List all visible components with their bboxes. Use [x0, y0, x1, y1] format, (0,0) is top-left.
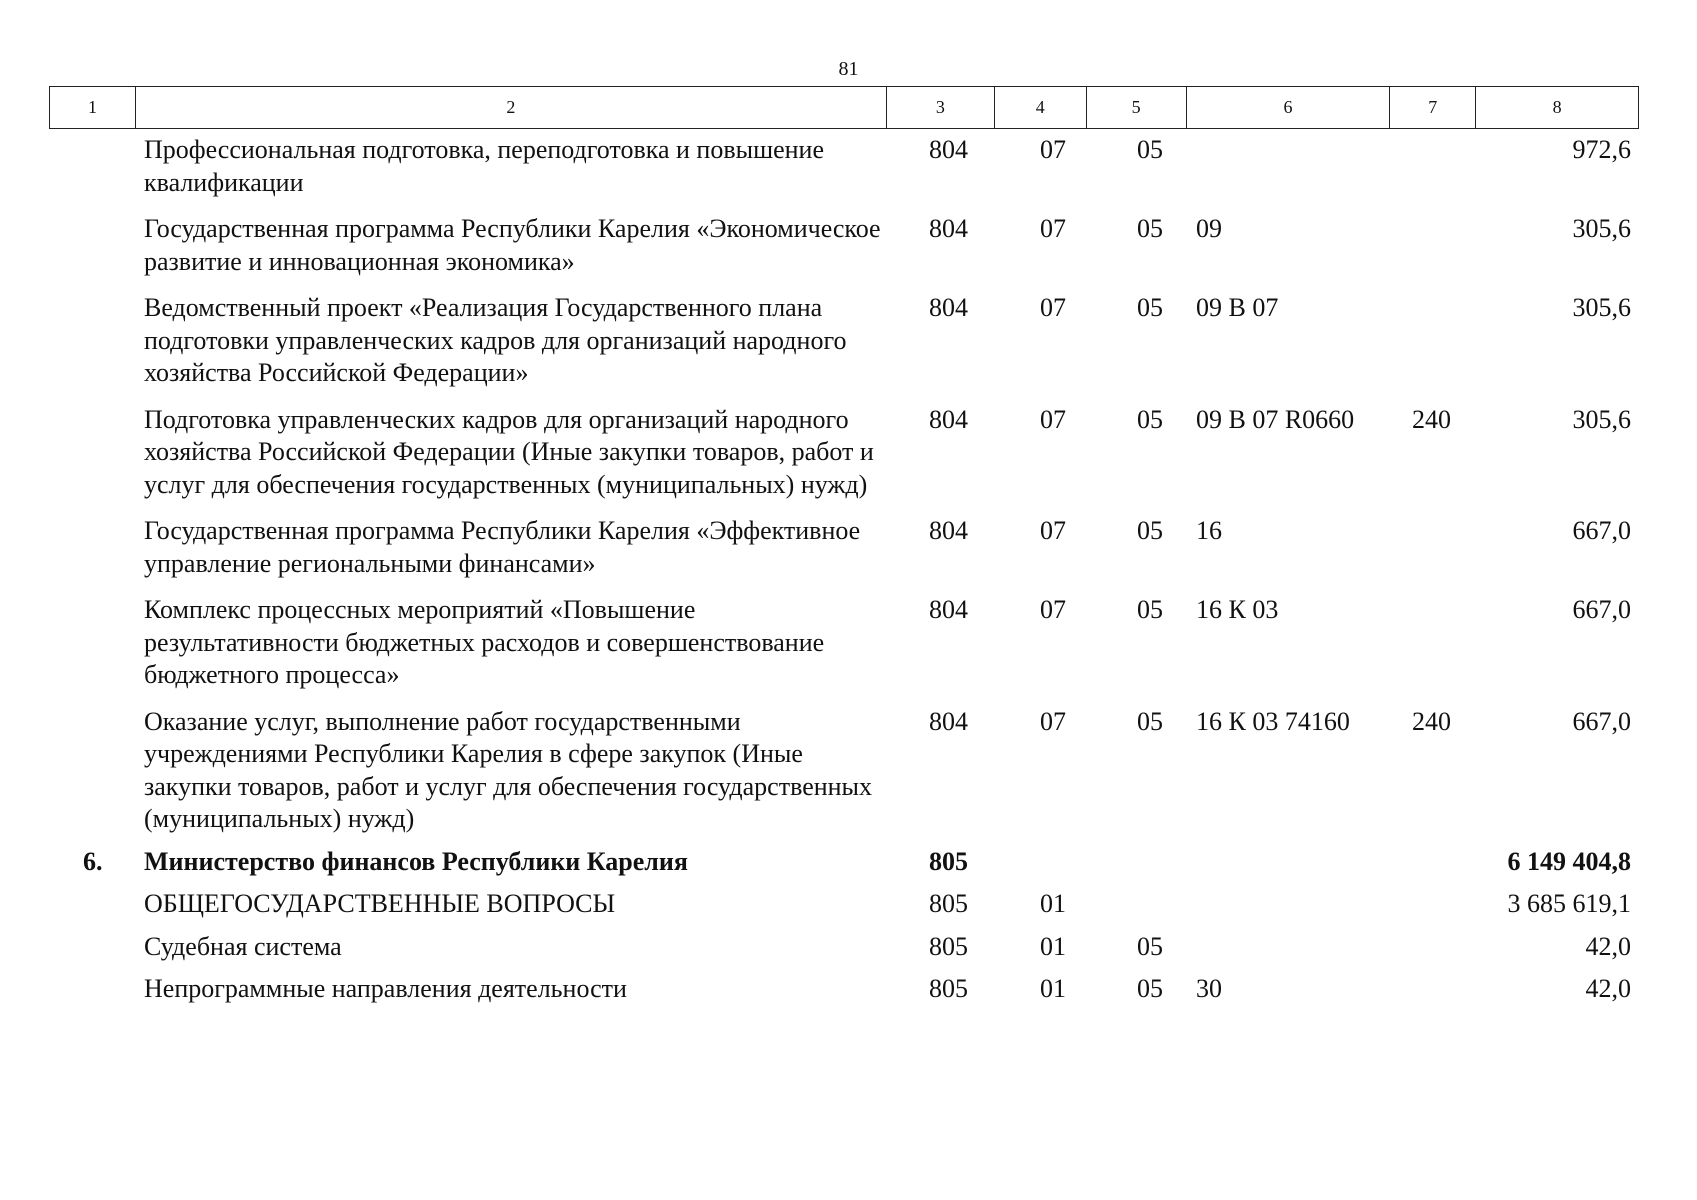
header-col-8: 8: [1552, 97, 1562, 117]
row-col-7: 240: [1412, 706, 1451, 736]
row-col-5: 05: [1137, 931, 1163, 961]
row-col-7: 240: [1412, 404, 1451, 434]
row-name: Комплекс процессных мероприятий «Повышение результативности бюджетных расходов и совершенствование бюджетного процесса»: [144, 595, 825, 689]
table-body: [49, 134, 1639, 1006]
row-col-3: 805: [929, 846, 968, 876]
header-col-3: 3: [887, 87, 995, 128]
row-col-5: 05: [1137, 135, 1163, 164]
table-row: [49, 292, 1639, 390]
row-name: Подготовка управленческих кадров для организаций народного хозяйства Российской Федерации (Иные закупки товаров, работ и услуг для обеспечения государственных (муниципальных) нужд): [144, 404, 874, 499]
row-col-3: 805: [929, 889, 968, 918]
row-col-3: 804: [929, 214, 968, 243]
row-col-4: 01: [1040, 974, 1066, 1003]
table-row: [49, 213, 1639, 278]
row-col-4: 07: [1040, 214, 1066, 243]
row-name: Государственная программа Республики Карелия «Эффективное управление региональными финансами»: [144, 516, 861, 578]
page-number: 81: [838, 58, 859, 80]
row-col-3: 804: [929, 516, 968, 545]
row-amount: 42,0: [1585, 931, 1631, 961]
row-col-6: 16 К 03: [1196, 595, 1279, 624]
row-amount: 667,0: [1572, 595, 1631, 624]
row-number: 6.: [83, 846, 103, 876]
row-name: Оказание услуг, выполнение работ государственными учреждениями Республики Карелия в сфере закупок (Иные закупки товаров, работ и услуг для обеспечения государственных (муниципальных) нужд): [144, 706, 873, 833]
row-col-4: 07: [1040, 404, 1066, 434]
header-col-4: 4: [995, 87, 1087, 128]
row-col-3: 804: [929, 706, 968, 736]
row-col-5: 05: [1137, 293, 1163, 322]
table-row: [49, 706, 1639, 836]
row-col-6: 09 В 07: [1196, 293, 1279, 322]
row-amount: 305,6: [1572, 404, 1631, 434]
row-col-3: 804: [929, 293, 968, 322]
row-col-4: 07: [1040, 135, 1066, 164]
row-col-6: 16 К 03 74160: [1196, 706, 1350, 736]
row-col-3: 804: [929, 404, 968, 434]
row-amount: 972,6: [1572, 135, 1631, 164]
row-col-4: 01: [1040, 889, 1066, 918]
row-amount: 6 149 404,8: [1507, 846, 1631, 876]
row-name: Непрограммные направления деятельности: [144, 974, 627, 1003]
header-col-5: 5: [1087, 87, 1187, 128]
row-col-4: 07: [1040, 595, 1066, 624]
header-col-1: 1: [50, 87, 136, 128]
table-row: [49, 404, 1639, 502]
row-col-5: 05: [1137, 404, 1163, 434]
row-col-6: 16: [1196, 516, 1222, 545]
header-col-2: 2: [136, 87, 887, 128]
row-col-4: 07: [1040, 516, 1066, 545]
table-row: [49, 931, 1639, 964]
row-name: Профессиональная подготовка, переподготовка и повышение квалификации: [144, 135, 825, 197]
row-col-4: 07: [1040, 706, 1066, 736]
row-col-5: 05: [1137, 706, 1163, 736]
table-row: [49, 134, 1639, 199]
header-col-7: 7: [1390, 87, 1476, 128]
row-amount: 3 685 619,1: [1507, 889, 1631, 918]
row-col-3: 805: [929, 974, 968, 1003]
row-col-6: 09: [1196, 214, 1222, 243]
row-name: ОБЩЕГОСУДАРСТВЕННЫЕ ВОПРОСЫ: [144, 889, 616, 918]
row-col-3: 804: [929, 135, 968, 164]
row-col-5: 05: [1137, 214, 1163, 243]
table-row: [49, 594, 1639, 692]
header-col-6: 6: [1187, 87, 1391, 128]
row-name: Судебная система: [144, 931, 342, 961]
row-col-5: 05: [1137, 516, 1163, 545]
row-col-3: 805: [929, 931, 968, 961]
table-header: [49, 86, 1639, 129]
row-col-4: 01: [1040, 931, 1066, 961]
row-name: Министерство финансов Республики Карелия: [144, 846, 688, 876]
row-name: Государственная программа Республики Карелия «Экономическое развитие и инновационная экономика»: [144, 214, 881, 276]
row-amount: 667,0: [1572, 706, 1631, 736]
row-amount: 305,6: [1572, 293, 1631, 322]
row-col-4: 07: [1040, 293, 1066, 322]
row-col-6: 09 В 07 R0660: [1196, 404, 1355, 434]
row-col-5: 05: [1137, 595, 1163, 624]
row-col-6: 30: [1196, 974, 1222, 1003]
row-col-5: 05: [1137, 974, 1163, 1003]
table-row: [49, 973, 1639, 1006]
row-col-3: 804: [929, 595, 968, 624]
row-name: Ведомственный проект «Реализация Государственного плана подготовки управленческих кадров для организаций народного хозяйства Российской Федерации»: [144, 293, 847, 387]
row-amount: 667,0: [1572, 516, 1631, 545]
row-amount: 305,6: [1572, 214, 1631, 243]
table-row: [49, 846, 1639, 879]
row-amount: 42,0: [1585, 974, 1631, 1003]
table-row: [49, 515, 1639, 580]
table-row: [49, 888, 1639, 921]
